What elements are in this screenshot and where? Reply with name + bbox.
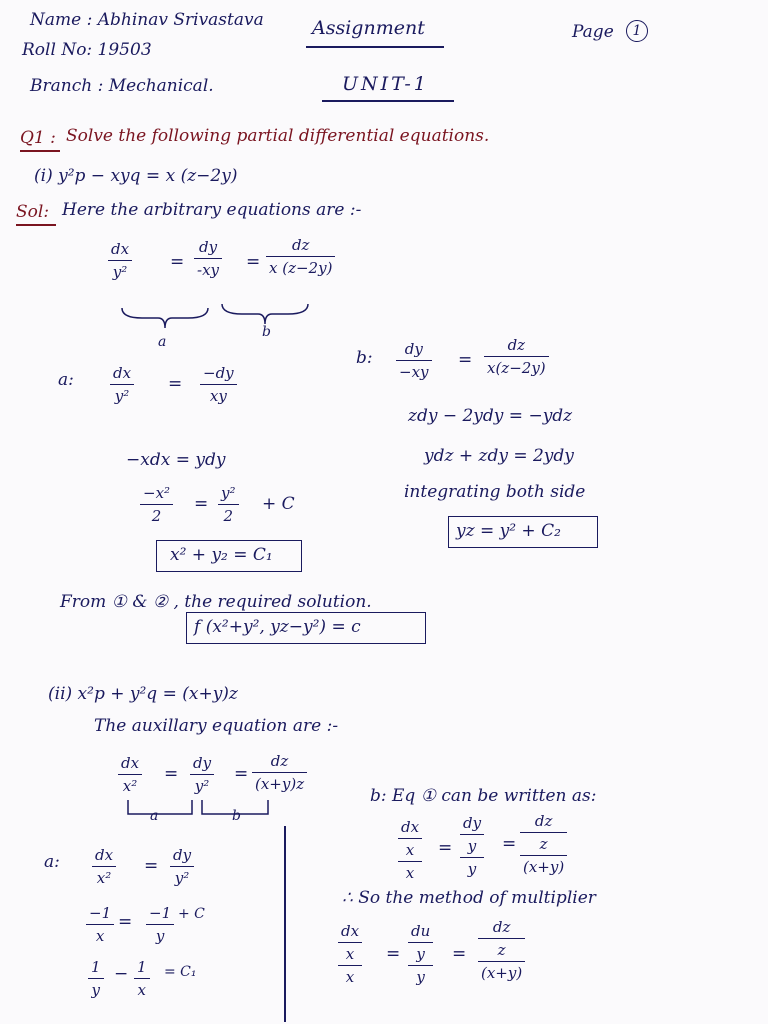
- equals-sign: =: [234, 764, 249, 784]
- from-text: From ① & ② , the required solution.: [60, 592, 372, 612]
- plus-constant-a2: + C: [178, 906, 205, 922]
- fraction-bar: [218, 504, 239, 505]
- title-underline: [306, 46, 444, 48]
- fraction-bar: [146, 924, 174, 925]
- numerator: 1: [91, 958, 101, 976]
- equals-c1: = C₁: [164, 964, 197, 980]
- page-label: Page: [572, 22, 614, 42]
- fraction-bar: [484, 356, 549, 357]
- numerator: dy: [404, 340, 423, 358]
- numerator: dx: [95, 846, 114, 864]
- fraction-bar: [396, 360, 432, 361]
- fraction-c-dy-y2: [190, 754, 214, 795]
- numerator: −dy: [203, 364, 234, 382]
- part-two-equation: (ii) x²p + y²q = (x+y)z: [48, 684, 238, 704]
- part-b2-text: b: Eq ① can be written as:: [370, 786, 597, 806]
- fraction-bar: [460, 834, 484, 835]
- student-name: Name : Abhinav Srivastava: [30, 10, 264, 30]
- part-a2-label: a:: [44, 852, 60, 872]
- column-divider: [284, 826, 286, 1022]
- fraction-a-dy-xy: [200, 364, 237, 405]
- numerator: 1: [137, 958, 147, 976]
- question-label: Q1 :: [20, 128, 56, 148]
- part-one-equation: (i) y²p − xyq = x (z−2y): [34, 166, 238, 186]
- part-a-label: a:: [58, 370, 74, 390]
- denominator: z: [539, 835, 548, 853]
- fraction-bar: [118, 774, 142, 775]
- fraction-a2-dx-x2: [92, 846, 116, 887]
- fraction-a-mx2: [140, 484, 173, 525]
- equals-sign: =: [170, 252, 185, 272]
- denominator: y²: [174, 869, 190, 887]
- part-b-step-3: integrating both side: [404, 482, 586, 502]
- numerator: y²: [221, 484, 236, 502]
- denominator: x: [405, 841, 415, 859]
- solution-text: Here the arbitrary equations are :-: [62, 200, 362, 220]
- fraction-bar: [338, 965, 362, 966]
- numerator: dz: [291, 236, 310, 254]
- question-text: Solve the following partial differential equations.: [66, 126, 490, 146]
- roll-number: Roll No: 19503: [22, 40, 152, 60]
- fraction-dz-xz2y: [266, 236, 335, 277]
- equals-sign: =: [246, 252, 261, 272]
- part-a-step-1: −xdx = ydy: [126, 450, 226, 470]
- denominator: (x+y): [481, 964, 523, 982]
- fraction-dy-xy: [194, 238, 222, 279]
- auxiliary-text: The auxillary equation are :-: [94, 716, 339, 736]
- equals-sign: =: [164, 764, 179, 784]
- solution-label-underline: [16, 224, 56, 226]
- fraction-a2-1-y: [88, 958, 104, 999]
- fraction-c-dx-x2: [118, 754, 142, 795]
- fraction-c-dz: [252, 752, 307, 793]
- numerator: dz: [492, 918, 511, 936]
- fraction-bar: [266, 256, 335, 257]
- numerator: dy: [463, 814, 482, 832]
- denominator: x(z−2y): [487, 359, 546, 377]
- fraction-bar: [108, 260, 132, 261]
- denominator: x: [345, 945, 355, 963]
- denominator: (x+y)z: [255, 775, 305, 793]
- denominator: y: [467, 860, 477, 878]
- fraction-a2-dy-y2: [170, 846, 194, 887]
- fraction-bar: [520, 832, 567, 833]
- denominator: y: [416, 945, 425, 963]
- brace-b-label: b: [262, 324, 271, 340]
- solution-label: Sol:: [16, 202, 50, 222]
- numerator: dx: [111, 240, 130, 258]
- final-solution: f (x²+y², yz−y²) = c: [194, 617, 361, 637]
- fraction-bar: [408, 942, 433, 943]
- minus-sign: −: [114, 964, 129, 984]
- fraction-bar: [170, 866, 194, 867]
- fraction-m-du: [408, 922, 433, 986]
- equals-sign: =: [118, 912, 133, 932]
- denominator: 2: [151, 507, 162, 525]
- numerator: −1: [89, 904, 112, 922]
- page-number: 1: [626, 20, 648, 42]
- numerator: dy: [193, 754, 212, 772]
- numerator: dz: [507, 336, 526, 354]
- fraction-b-dy-xy: [396, 340, 432, 381]
- denominator: y²: [112, 263, 128, 281]
- fraction-m-dx: [338, 922, 362, 986]
- denominator: y: [91, 981, 101, 999]
- denominator: (x+y): [523, 858, 565, 876]
- equals-sign: =: [502, 834, 517, 854]
- fraction-b-dz: [484, 336, 549, 377]
- fraction-bar: [86, 924, 114, 925]
- assignment-title: Assignment: [312, 17, 425, 39]
- fraction-bar: [408, 965, 433, 966]
- denominator: x²: [122, 777, 138, 795]
- numerator: −1: [149, 904, 172, 922]
- numerator: dx: [341, 922, 360, 940]
- fraction-bar: [460, 857, 484, 858]
- numerator: du: [411, 922, 431, 940]
- denominator: x: [95, 927, 105, 945]
- fraction-dx-y2: [108, 240, 132, 281]
- bracket-a-b: [122, 798, 272, 818]
- brace-a-label: a: [158, 334, 167, 350]
- denominator: y: [416, 968, 425, 986]
- branch: Branch : Mechanical.: [30, 76, 214, 96]
- denominator: y²: [114, 387, 130, 405]
- unit-underline: [322, 100, 454, 102]
- fraction-bar: [134, 978, 150, 979]
- equals-sign: =: [458, 350, 473, 370]
- equals-sign: =: [386, 944, 401, 964]
- equals-sign: =: [144, 856, 159, 876]
- fraction-bar: [338, 942, 362, 943]
- numerator: dx: [113, 364, 132, 382]
- unit-heading: UNIT-1: [342, 73, 429, 95]
- equals-sign: =: [452, 944, 467, 964]
- denominator: x: [405, 864, 415, 882]
- denominator: z: [497, 941, 506, 959]
- plus-constant: + C: [262, 494, 295, 514]
- numerator: dx: [121, 754, 140, 772]
- numerator: dz: [534, 812, 553, 830]
- fraction-bar: [398, 838, 422, 839]
- denominator: xy: [209, 387, 227, 405]
- denominator: x²: [96, 869, 112, 887]
- denominator: −xy: [399, 363, 429, 381]
- part-b-step-1: zdy − 2ydy = −ydz: [408, 406, 573, 426]
- fraction-a2-m1-y: [146, 904, 174, 945]
- fraction-bar: [252, 772, 307, 773]
- fraction-a-y2: [218, 484, 239, 525]
- fraction-bar: [140, 504, 173, 505]
- fraction-bar: [200, 384, 237, 385]
- numerator: −x²: [143, 484, 171, 502]
- question-label-underline: [20, 150, 60, 152]
- numerator: dx: [401, 818, 420, 836]
- fraction-bar: [110, 384, 134, 385]
- fraction-a2-1-x: [134, 958, 150, 999]
- fraction-bar: [190, 774, 214, 775]
- fraction-a-dx-y2: [110, 364, 134, 405]
- denominator: -xy: [197, 261, 220, 279]
- equals-sign: =: [438, 838, 453, 858]
- numerator: dz: [270, 752, 289, 770]
- part-b-step-2: ydz + zdy = 2ydy: [424, 446, 574, 466]
- equals-sign: =: [168, 374, 183, 394]
- fraction-bar: [478, 938, 525, 939]
- part-b-label: b:: [356, 348, 373, 368]
- bracket-b-label: b: [232, 808, 241, 824]
- fraction-bar: [92, 866, 116, 867]
- brace-a: [120, 306, 210, 330]
- fraction-bar: [478, 961, 525, 962]
- fraction-m-dz: [478, 918, 525, 982]
- denominator: y: [467, 837, 477, 855]
- denominator: y²: [194, 777, 210, 795]
- fraction-b2-dz: [520, 812, 567, 876]
- numerator: dy: [198, 238, 218, 256]
- denominator: x: [345, 968, 355, 986]
- fraction-bar: [88, 978, 104, 979]
- equals-sign: =: [194, 494, 209, 514]
- part-a-result: x² + y₂ = C₁: [170, 545, 273, 565]
- denominator: 2: [223, 507, 234, 525]
- fraction-b2-dx: [398, 818, 422, 882]
- denominator: y: [155, 927, 165, 945]
- fraction-a2-m1-x: [86, 904, 114, 945]
- denominator: x (z−2y): [269, 259, 333, 277]
- bracket-a-label: a: [150, 808, 159, 824]
- numerator: dy: [173, 846, 192, 864]
- fraction-b2-dy: [460, 814, 484, 878]
- fraction-bar: [398, 861, 422, 862]
- fraction-bar: [520, 855, 567, 856]
- multiplier-text: ∴ So the method of multiplier: [342, 888, 596, 908]
- fraction-bar: [194, 258, 222, 259]
- denominator: x: [137, 981, 146, 999]
- part-b-result: yz = y² + C₂: [456, 521, 561, 541]
